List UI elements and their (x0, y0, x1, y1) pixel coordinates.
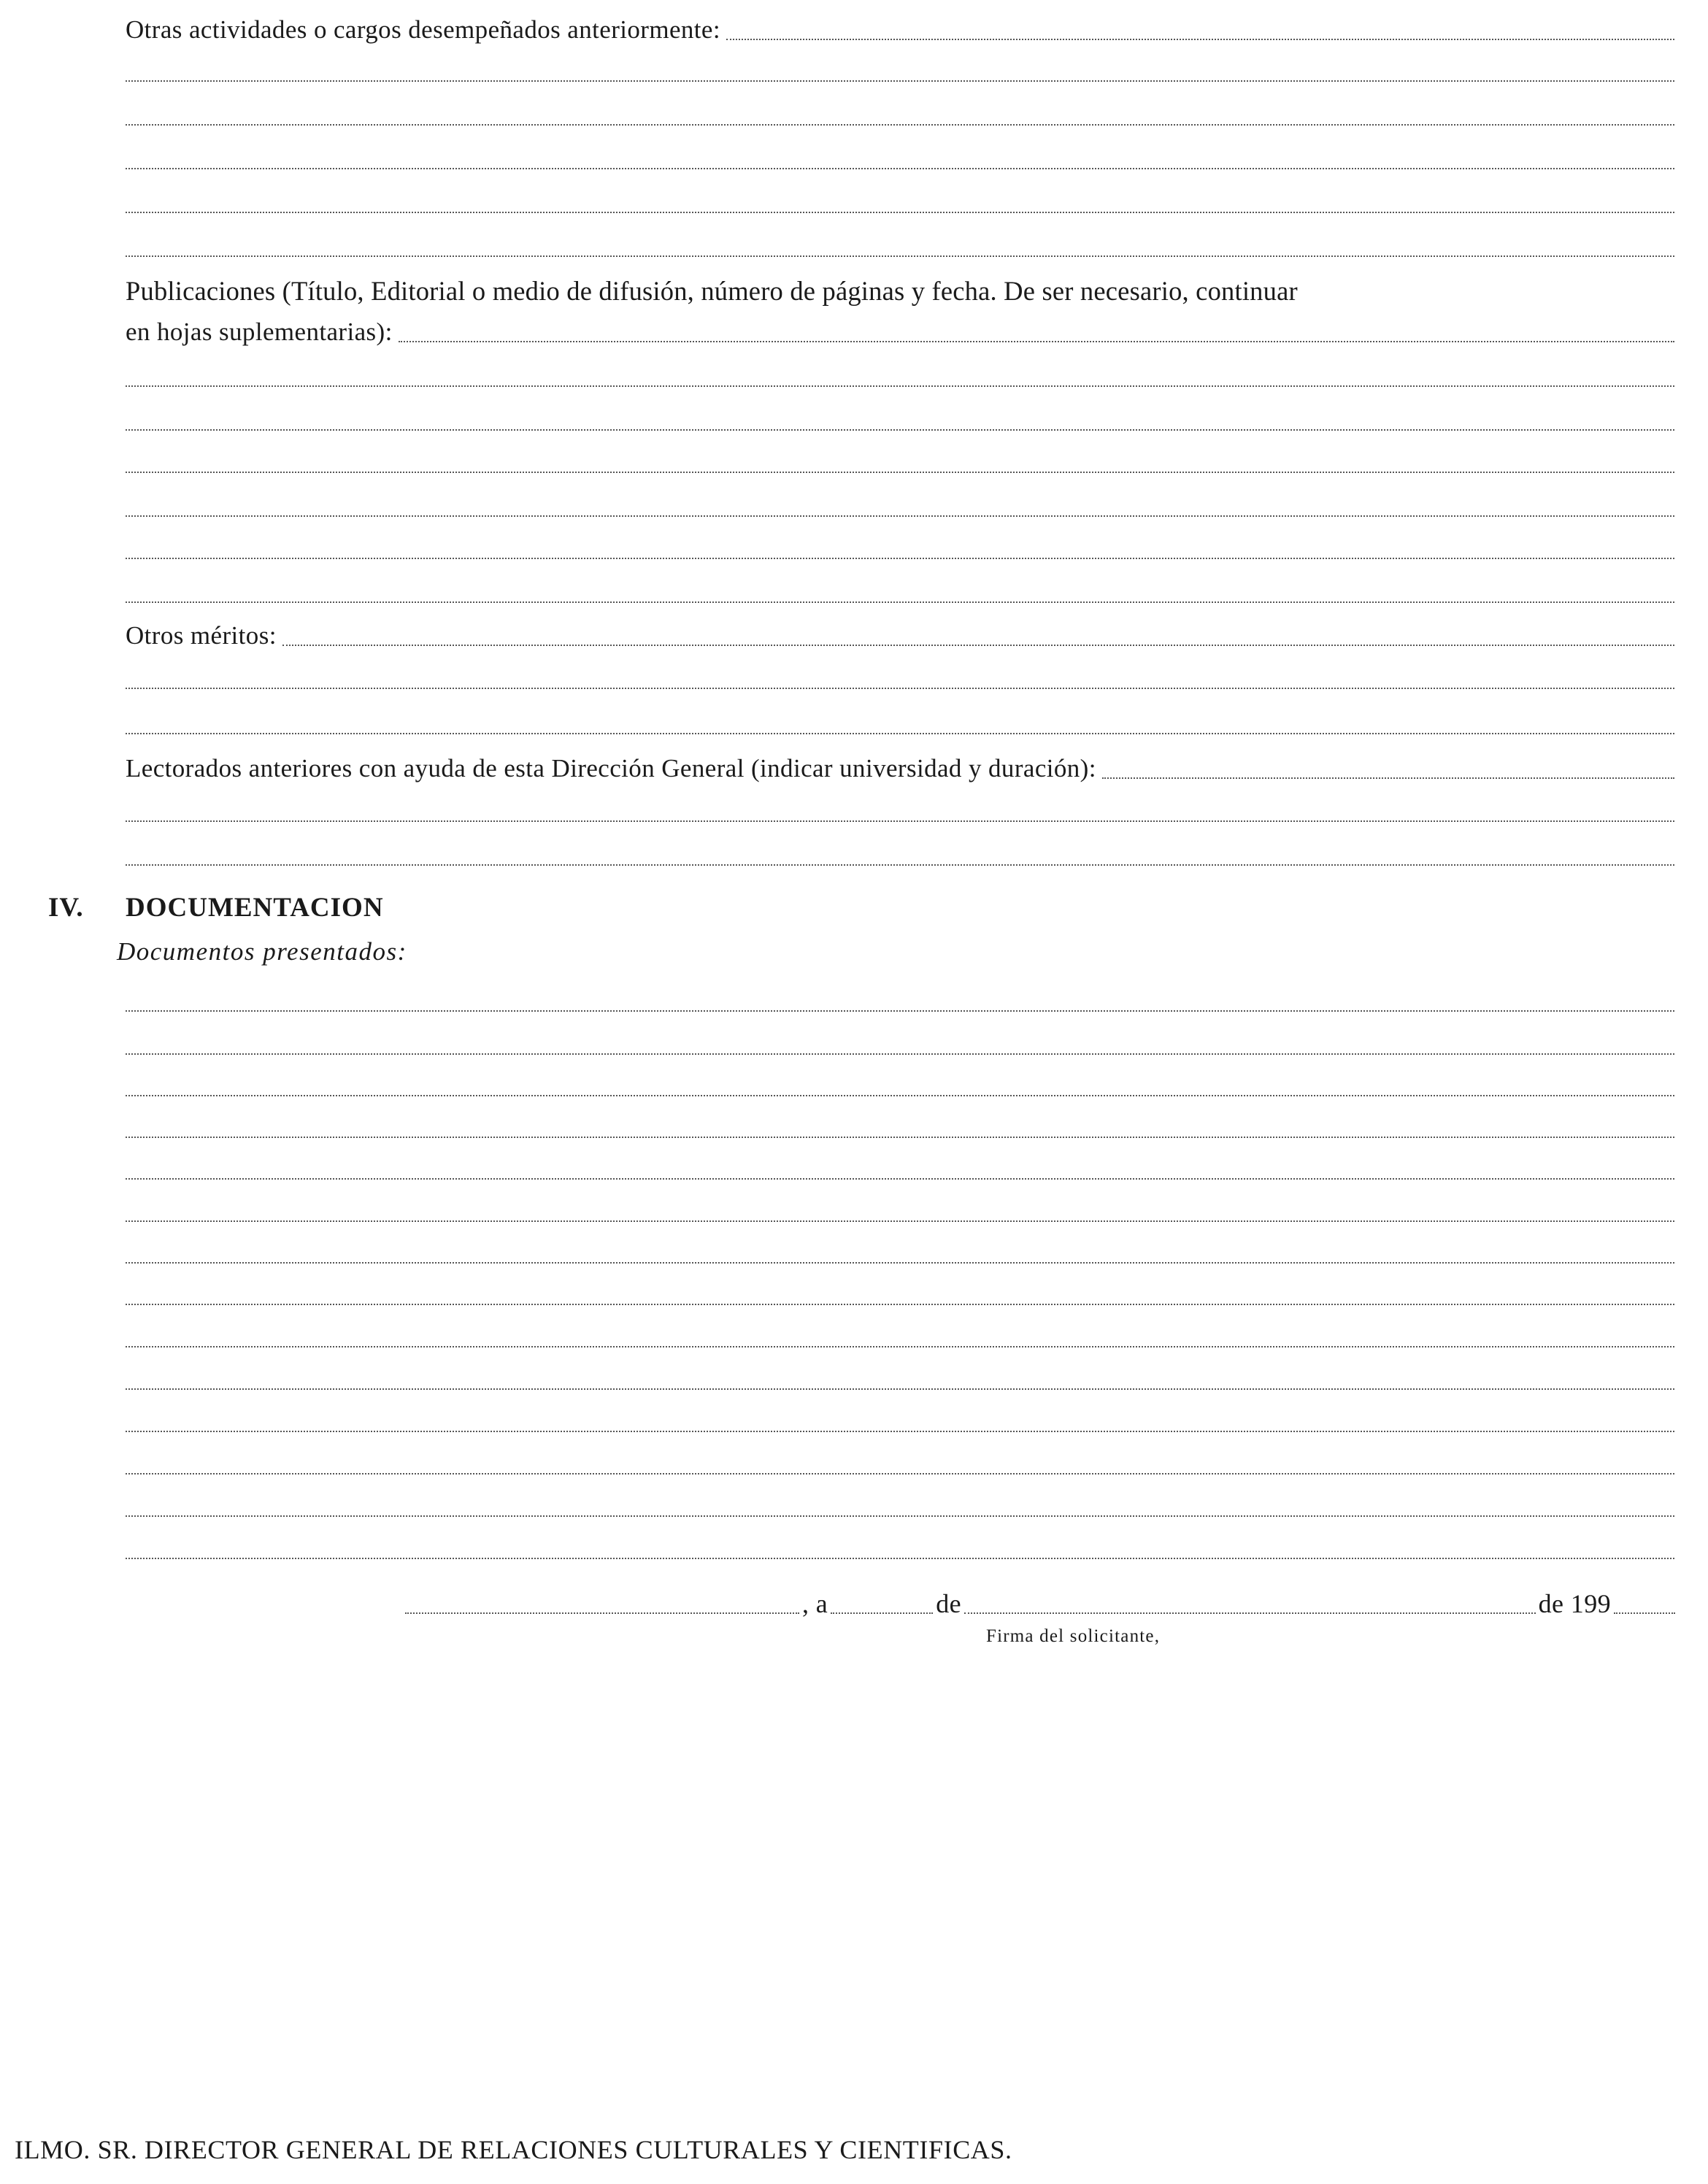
fill-line[interactable] (126, 558, 1674, 559)
fill-line[interactable] (126, 601, 1674, 603)
fill-line[interactable] (126, 820, 1674, 822)
field-lectorados[interactable] (126, 752, 1674, 784)
fill-line[interactable] (126, 1431, 1674, 1432)
label-publicaciones-line1 (126, 274, 1674, 307)
fill-line[interactable] (126, 80, 1674, 82)
fill-line[interactable] (126, 212, 1674, 213)
section-title: DOCUMENTACION (126, 893, 384, 923)
field-otros-meritos[interactable] (126, 619, 1674, 651)
date-de: de (936, 1589, 961, 1618)
section-subtitle: Documentos presentados: (117, 937, 407, 966)
fill-line[interactable] (126, 733, 1674, 734)
fill-line[interactable] (126, 688, 1674, 689)
month-fill[interactable] (964, 1612, 1536, 1614)
label-publicaciones: Publicaciones (Título, Editorial o medio de difusión, número de páginas y fecha. De ser necesario, continuar (126, 276, 1298, 306)
fill-line (1102, 777, 1674, 779)
fill-line[interactable] (126, 1137, 1674, 1138)
fill-line[interactable] (126, 515, 1674, 517)
fill-line (726, 39, 1674, 40)
fill-line[interactable] (126, 1473, 1674, 1474)
fill-line[interactable] (126, 1010, 1674, 1012)
label-publicaciones-cont: en hojas suplementarias): (126, 318, 393, 346)
addressee-footer: ILMO. SR. DIRECTOR GENERAL DE RELACIONES CULTURALES Y CIENTIFICAS. (15, 2135, 1012, 2164)
fill-line (282, 645, 1674, 646)
fill-line[interactable] (126, 1558, 1674, 1559)
fill-line[interactable] (126, 168, 1674, 169)
place-fill[interactable] (405, 1612, 799, 1614)
fill-line[interactable] (126, 1304, 1674, 1305)
label-otras-actividades: Otras actividades o cargos desempeñados anteriormente: (126, 15, 720, 44)
fill-line[interactable] (126, 1388, 1674, 1390)
fill-line[interactable] (126, 1095, 1674, 1096)
field-publicaciones[interactable] (126, 315, 1674, 347)
fill-line[interactable] (126, 864, 1674, 866)
day-fill[interactable] (831, 1612, 933, 1614)
date-de-199: de 199 (1538, 1589, 1611, 1618)
year-fill[interactable] (1614, 1612, 1675, 1614)
signature-label: Firma del solicitante, (986, 1626, 1161, 1646)
field-otras-actividades[interactable] (126, 13, 1674, 45)
fill-line[interactable] (126, 1220, 1674, 1222)
fill-line[interactable] (126, 255, 1674, 257)
fill-line[interactable] (126, 429, 1674, 431)
date-comma-a: , a (802, 1589, 828, 1618)
fill-line[interactable] (126, 1053, 1674, 1055)
fill-line (399, 341, 1674, 342)
fill-line[interactable] (126, 1178, 1674, 1180)
fill-line[interactable] (126, 1515, 1674, 1517)
fill-line[interactable] (126, 1346, 1674, 1347)
label-lectorados: Lectorados anteriores con ayuda de esta Dirección General (indicar universidad y duración): (126, 754, 1096, 783)
fill-line[interactable] (126, 472, 1674, 473)
label-otros-meritos: Otros méritos: (126, 621, 277, 650)
section-number: IV. (48, 893, 84, 923)
date-place-line[interactable] (405, 1587, 1675, 1619)
fill-line[interactable] (126, 385, 1674, 387)
fill-line[interactable] (126, 124, 1674, 126)
fill-line[interactable] (126, 1262, 1674, 1264)
